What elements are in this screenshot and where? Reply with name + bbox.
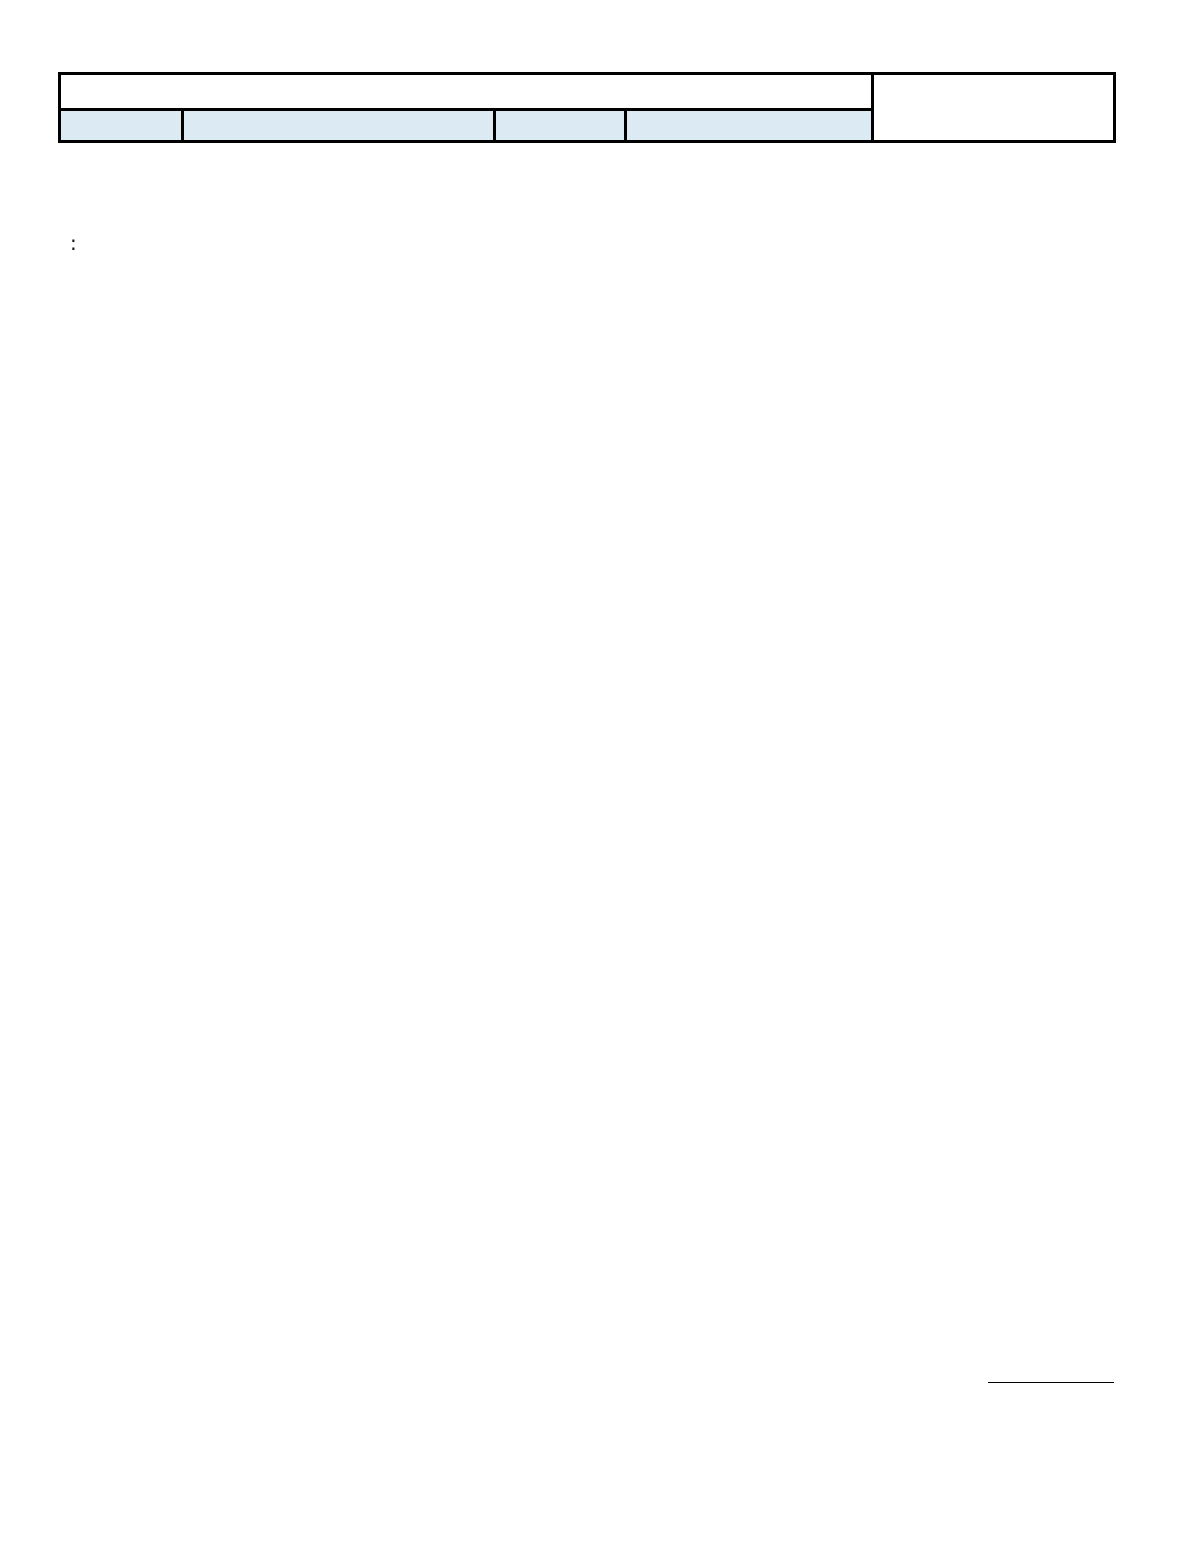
score-field[interactable] [874, 75, 1113, 140]
name-field[interactable] [61, 75, 874, 111]
year-section-field[interactable] [184, 111, 496, 140]
q7-blank[interactable] [988, 1363, 1114, 1390]
date-field[interactable] [627, 111, 874, 140]
group-field[interactable] [496, 111, 627, 140]
student-info-header [58, 72, 1116, 143]
instructions: : [70, 231, 77, 255]
class-number-field[interactable] [61, 111, 184, 140]
